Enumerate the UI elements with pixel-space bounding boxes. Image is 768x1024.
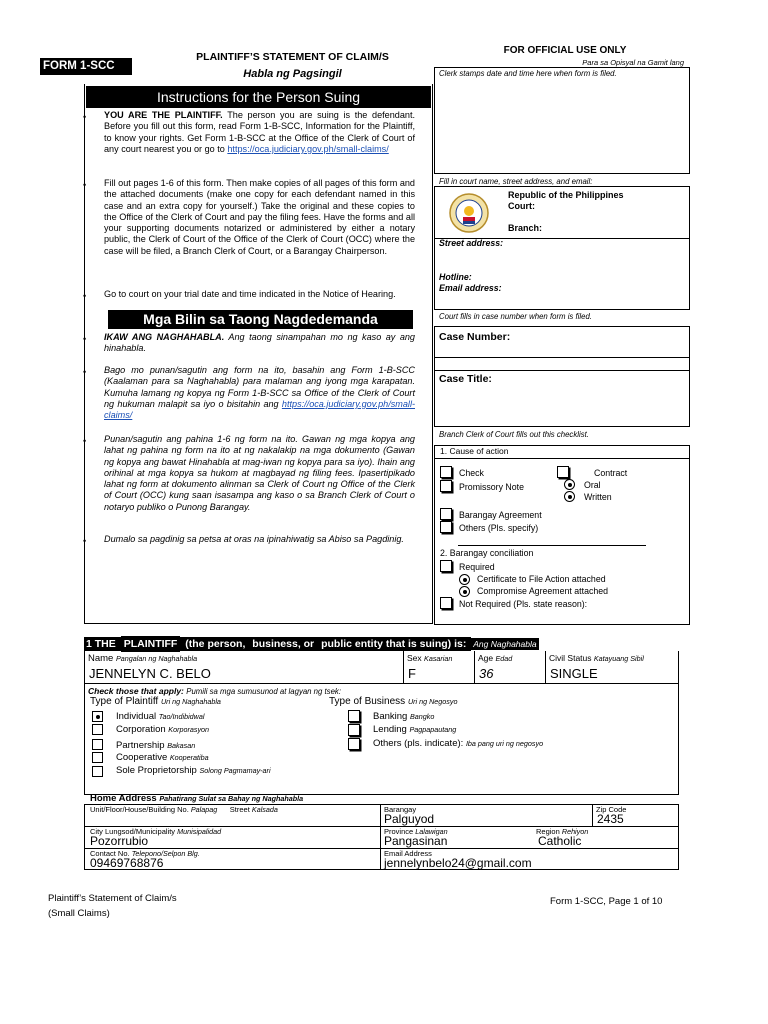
check-label: Check bbox=[459, 468, 484, 478]
lending-checkbox[interactable] bbox=[348, 724, 360, 736]
others-checkbox[interactable] bbox=[440, 521, 452, 533]
others-business-label: Others (pls. indicate): Iba pang uri ng negosyo bbox=[373, 738, 544, 749]
not-required-checkbox[interactable] bbox=[440, 597, 452, 609]
name-label: Name Pangalan ng Naghahabla bbox=[88, 653, 198, 664]
case-title-label: Case Title: bbox=[439, 373, 492, 385]
not-required-label: Not Required (Pls. state reason): bbox=[459, 599, 588, 609]
type-business-label: Type of Business Uri ng Negosyo bbox=[329, 696, 458, 707]
addr-col-1 bbox=[380, 804, 381, 870]
name-col-divider-3 bbox=[545, 651, 546, 683]
case-note: Court fills in case number when form is filed. bbox=[439, 312, 592, 321]
small-claims-link-tl[interactable]: https://oca.judiciary.gov.ph/small-claims/ bbox=[104, 398, 415, 421]
barangay-agreement-label: Barangay Agreement bbox=[459, 510, 542, 520]
bilin-p3: Punan/sagutin ang pahina 1-6 ng form na ito. Gawan ng mga kopya ang lahat ng pahina ng form na ito at ng nakalakip na mga dokumento (Gawan ng kopya ang bawat Hinahabla at mag-iwan ng kopya para sa iyo). Ihain ang orihinal at mga kopya sa hukom at magbayad ng filing fees. Ipasertipikado lahat ng form at dokumento alinman sa Clerk of Court ng Office of the Clerk of Court (OCC) kung saan isasampa ang kaso o sa Branch Clerk of Court o notaryo publiko o Punong Barangay. bbox=[104, 434, 415, 512]
small-claims-link[interactable]: https://oca.judiciary.gov.ph/small-claims/ bbox=[227, 143, 389, 154]
name-col-divider-1 bbox=[403, 651, 404, 683]
form-title: PLAINTIFF’S STATEMENT OF CLAIM/S bbox=[196, 51, 389, 63]
sex-value[interactable]: F bbox=[408, 666, 416, 681]
name-row-bottom bbox=[84, 683, 679, 684]
bilin-p1: IKAW ANG NAGHAHABLA. Ang taong sinampahan mo ng kaso ay ang hinahabla. bbox=[104, 332, 415, 354]
plaintiff-section-heading: 1 THE PLAINTIFF (the person, business, or public entity that is suing) is: Ang Naghahabla bbox=[86, 638, 537, 650]
city-value[interactable]: Pozorrubio bbox=[90, 834, 149, 848]
street-address-label: Street address: bbox=[439, 238, 504, 248]
individual-checkbox[interactable] bbox=[92, 711, 103, 722]
certificate-label: Certificate to File Action attached bbox=[477, 574, 606, 584]
zip-label: Zip Code bbox=[596, 805, 627, 814]
form-subtitle: Habla ng Pagsingil bbox=[243, 68, 342, 80]
province-value[interactable]: Pangasinan bbox=[384, 834, 448, 848]
name-value[interactable]: JENNELYN C. BELO bbox=[89, 666, 211, 681]
written-radio[interactable] bbox=[564, 491, 575, 502]
court-email-label: Email address: bbox=[439, 283, 502, 293]
individual-label: Individual Tao/Indibidwal bbox=[116, 711, 205, 722]
footer-left-2: (Small Claims) bbox=[48, 908, 110, 919]
oral-radio[interactable] bbox=[564, 479, 575, 490]
cooperative-checkbox[interactable] bbox=[92, 752, 103, 763]
clerk-stamp-box bbox=[434, 67, 690, 174]
banking-checkbox[interactable] bbox=[348, 710, 360, 722]
court-fill-note: Fill in court name, street address, and email: bbox=[439, 177, 593, 186]
partnership-checkbox[interactable] bbox=[92, 739, 103, 750]
name-col-divider-2 bbox=[474, 651, 475, 683]
others-business-checkbox[interactable] bbox=[348, 738, 360, 750]
home-address-heading: Home Address Pahatirang Sulat sa Bahay ng Naghahabla bbox=[90, 793, 304, 804]
zip-value[interactable]: 2435 bbox=[597, 812, 624, 826]
bullet: • bbox=[83, 180, 87, 190]
oral-label: Oral bbox=[584, 480, 601, 490]
sole-proprietorship-checkbox[interactable] bbox=[92, 766, 103, 777]
conciliation-label: 2. Barangay conciliation bbox=[440, 548, 534, 558]
supreme-court-seal bbox=[440, 192, 498, 234]
bullet: • bbox=[83, 334, 87, 344]
official-use-sub: Para sa Opisyal na Gamit lang bbox=[582, 58, 684, 67]
compromise-label: Compromise Agreement attached bbox=[477, 586, 609, 596]
bilin-heading: Mga Bilin sa Taong Nagdedemanda bbox=[108, 310, 413, 329]
compromise-radio[interactable] bbox=[459, 586, 470, 597]
checklist-note: Branch Clerk of Court fills out this checklist. bbox=[439, 430, 589, 439]
bilin-p2: Bago mo punan/sagutin ang form na ito, basahin ang Form 1-B-SCC (Kaalaman para sa Naghahabla) para malaman ang iyong mga karapatan. Kumuha lamang ng kopya ng Form 1-B-SCC sa Office of the Clerk of Court ng hukuman malapit sa iyo o bisitahin ang https://oca.judiciary.gov.ph/small-claims/ bbox=[104, 365, 415, 421]
type-plaintiff-label: Type of Plaintiff Uri ng Naghahabla bbox=[90, 696, 221, 707]
form-tag: FORM 1-SCC bbox=[40, 58, 132, 75]
cooperative-label: Cooperative Kooperatiba bbox=[116, 752, 209, 763]
civil-status-label: Civil Status Katayuang Sibil bbox=[549, 653, 644, 663]
bullet: • bbox=[83, 536, 87, 546]
court-label: Court: bbox=[508, 201, 535, 211]
instructions-p2: Fill out pages 1-6 of this form. Then make copies of all pages of this form and the attached documents (make one copy for each defendant named in this case and an extra copy for yourself.) Take the original and these copies to the Office of the Clerk of Court and pay the filing fees. Have the forms and all your supporting documents notarized or administered by either a notary public, the Clerk of Court of the Office of the Clerk of Court (OCC) where the case will be filed, a Branch Clerk of Court, or a Barangay Chairperson. bbox=[104, 178, 415, 256]
province-label: Province Lalawigan bbox=[384, 827, 448, 836]
barangay-label: Barangay bbox=[384, 805, 417, 814]
check-apply-label: Check those that apply: Pumili sa mga sumusunod at lagyan ng tsek: bbox=[88, 686, 341, 696]
region-value[interactable]: Catholic bbox=[538, 834, 582, 848]
written-label: Written bbox=[584, 492, 612, 502]
footer-left-1: Plaintiff’s Statement of Claim/s bbox=[48, 893, 177, 904]
contact-label: Contact No. Telepono/Selpon Blg. bbox=[90, 849, 200, 858]
bullet: • bbox=[83, 112, 87, 122]
unit-label: Unit/Floor/House/Building No. Palapag Street Kalsada bbox=[90, 805, 278, 814]
addr-col-2 bbox=[592, 804, 593, 826]
age-value[interactable]: 36 bbox=[479, 666, 494, 681]
case-divider-1 bbox=[434, 357, 690, 358]
barangay-agreement-checkbox[interactable] bbox=[440, 508, 452, 520]
checklist-row-line bbox=[434, 458, 690, 459]
others-label: Others (Pls. specify) bbox=[459, 523, 539, 533]
case-number-label: Case Number: bbox=[439, 331, 511, 343]
clerk-stamp-note: Clerk stamps date and time here when form is filed. bbox=[439, 69, 617, 78]
branch-label: Branch: bbox=[508, 223, 543, 233]
bilin-p4: Dumalo sa pagdinig sa petsa at oras na ipinahiwatig sa Abiso sa Pagdinig. bbox=[104, 534, 404, 544]
instructions-p1: YOU ARE THE PLAINTIFF. The person you are suing is the defendant. Before you fill out this form, read Form 1-B-SCC, Information for the Plaintiff, to know your rights. Get Form 1-B-SCC at the Office of the Clerk of Court of any court nearest you or go to https://oca.judiciary.gov.ph/small-claims/ bbox=[104, 110, 416, 154]
email-value[interactable]: jennelynbelo24@gmail.com bbox=[384, 856, 532, 870]
civil-status-value[interactable]: SINGLE bbox=[550, 666, 598, 681]
contact-value[interactable]: 09469768876 bbox=[90, 856, 164, 870]
required-checkbox[interactable] bbox=[440, 560, 452, 572]
required-label: Required bbox=[459, 562, 495, 572]
promissory-label: Promissory Note bbox=[459, 482, 525, 492]
others-underline[interactable] bbox=[458, 545, 646, 546]
promissory-checkbox[interactable] bbox=[440, 480, 452, 492]
instructions-p3: Go to court on your trial date and time indicated in the Notice of Hearing. bbox=[104, 289, 396, 299]
left-column-border-bottom bbox=[84, 623, 433, 624]
sex-label: Sex Kasarian bbox=[407, 653, 453, 663]
footer-right: Form 1-SCC, Page 1 of 10 bbox=[550, 896, 663, 907]
official-use-label: FOR OFFICIAL USE ONLY bbox=[503, 45, 627, 56]
check-checkbox[interactable] bbox=[440, 466, 452, 478]
bullet: • bbox=[83, 291, 87, 301]
case-divider-2 bbox=[434, 370, 690, 371]
age-label: Age Edad bbox=[478, 653, 513, 663]
contract-label: Contract bbox=[594, 468, 628, 478]
certificate-radio[interactable] bbox=[459, 574, 470, 585]
barangay-value[interactable]: Palguyod bbox=[384, 812, 435, 826]
left-column-border-right bbox=[432, 84, 433, 624]
banking-label: Banking Bangko bbox=[373, 711, 435, 722]
cause-of-action-label: 1. Cause of action bbox=[440, 446, 509, 456]
email-label: Email Address bbox=[384, 849, 432, 858]
sole-proprietorship-label: Sole Proprietorship Solong Pagmamay-ari bbox=[116, 765, 271, 776]
partnership-label: Partnership Bakasan bbox=[116, 740, 196, 751]
corporation-label: Corporation Korporasyon bbox=[116, 724, 210, 735]
republic-label: Republic of the Philippines bbox=[508, 190, 624, 200]
corporation-checkbox[interactable] bbox=[92, 724, 103, 735]
bullet: • bbox=[83, 436, 87, 446]
city-label: City Lungsod/Municipality Munisipalidad bbox=[90, 827, 222, 836]
lending-label: Lending Pagpapautang bbox=[373, 724, 457, 735]
region-label: Region Rehiyon bbox=[536, 827, 589, 836]
bullet: • bbox=[83, 367, 87, 377]
instructions-heading: Instructions for the Person Suing bbox=[86, 86, 431, 108]
hotline-label: Hotline: bbox=[439, 272, 472, 282]
contract-checkbox[interactable] bbox=[557, 466, 569, 478]
